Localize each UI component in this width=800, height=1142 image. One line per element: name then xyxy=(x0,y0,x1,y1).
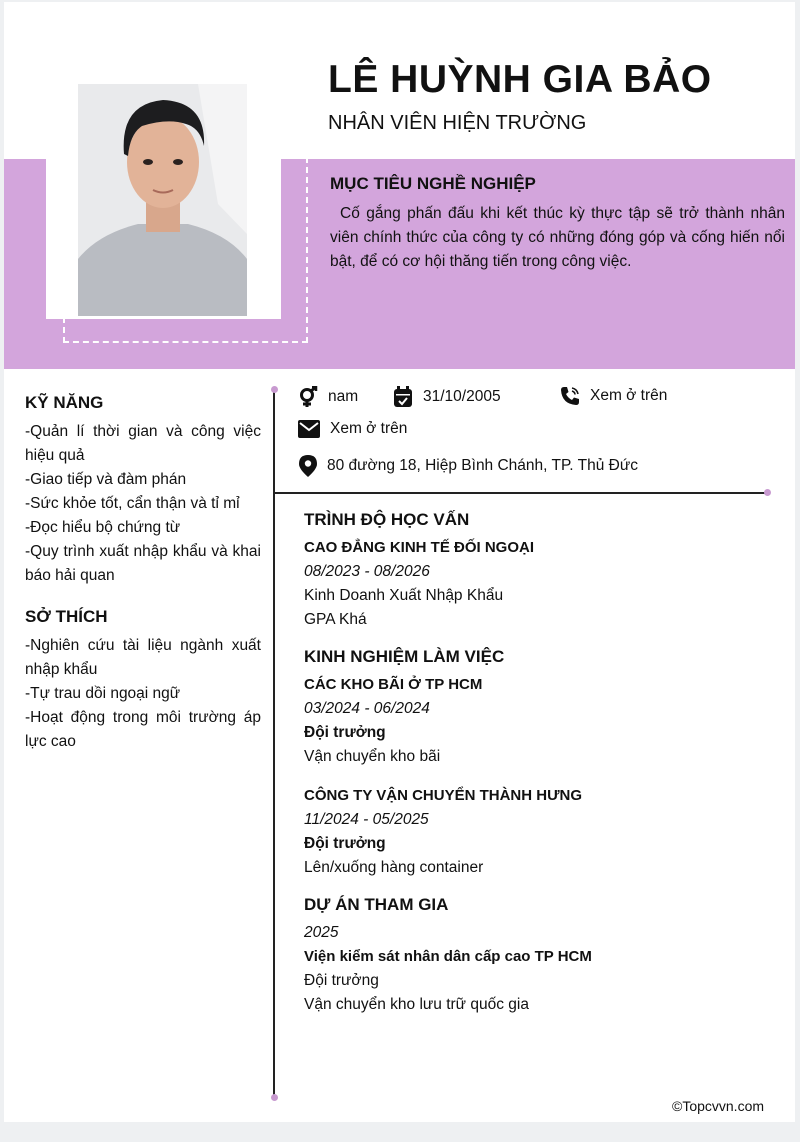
footer-credit: ©Topcvvn.com xyxy=(672,1098,765,1114)
timeline-dot-bottom xyxy=(271,1094,278,1101)
experience-title: KINH NGHIỆM LÀM VIỆC xyxy=(304,647,505,666)
job-period: 03/2024 - 06/2024 xyxy=(304,700,430,717)
list-item: -Hoạt động trong môi trường áp lực cao xyxy=(25,709,261,750)
project-description: Vận chuyển kho lưu trữ quốc gia xyxy=(304,996,529,1013)
phone-icon xyxy=(560,386,580,406)
candidate-role: NHÂN VIÊN HIỆN TRƯỜNG xyxy=(328,112,587,134)
job-position: Đội trưởng xyxy=(304,724,386,741)
job-description: Lên/xuống hàng container xyxy=(304,859,484,876)
address-value: 80 đường 18, Hiệp Bình Chánh, TP. Thủ Đức xyxy=(327,457,638,474)
job-period: 11/2024 - 05/2025 xyxy=(304,811,429,828)
contact-dob xyxy=(393,386,501,408)
list-item: -Giao tiếp và đàm phán xyxy=(25,471,187,488)
calendar-icon xyxy=(393,386,413,408)
project-name: Viện kiểm sát nhân dân cấp cao TP HCM xyxy=(304,948,592,965)
list-item: -Tự trau dồi ngoại ngữ xyxy=(25,685,181,702)
job-description: Vận chuyển kho bãi xyxy=(304,748,441,765)
job-company: CÔNG TY VẬN CHUYỂN THÀNH HƯNG xyxy=(304,787,583,804)
education-school: CAO ĐẲNG KINH TẾ ĐỐI NGOẠI xyxy=(304,539,535,556)
projects-title: DỰ ÁN THAM GIA xyxy=(304,895,449,914)
project-position: Đội trưởng xyxy=(304,972,379,989)
timeline-vertical-line xyxy=(273,390,275,1098)
email-value: Xem ở trên xyxy=(330,420,408,437)
contact-address xyxy=(299,455,638,477)
job-position: Đội trưởng xyxy=(304,835,386,852)
project-year: 2025 xyxy=(304,924,339,941)
job-company: CÁC KHO BÃI Ở TP HCM xyxy=(304,676,483,693)
hobbies-list xyxy=(25,634,261,754)
email-icon xyxy=(298,420,320,438)
candidate-name: LÊ HUỲNH GIA BẢO xyxy=(328,58,712,101)
phone-value: Xem ở trên xyxy=(590,387,668,404)
contact-gender xyxy=(298,386,358,408)
divider-dot-end xyxy=(764,489,771,496)
objective-text: Cố gắng phấn đấu khi kết thúc kỳ thực tập sẽ trở thành nhân viên chính thức của công ty có những đóng góp và cống hiến nổi bật, để có cơ hội thăng tiến trong công việc. xyxy=(330,205,785,270)
list-item: -Nghiên cứu tài liệu ngành xuất nhập khẩu xyxy=(25,637,261,678)
gender-icon xyxy=(298,386,318,408)
objective-title: MỤC TIÊU NGHỀ NGHIỆP xyxy=(330,174,536,193)
skills-list xyxy=(25,420,261,588)
cv-page xyxy=(4,2,795,1122)
location-icon xyxy=(299,455,317,477)
list-item: -Sức khỏe tốt, cẩn thận và tỉ mỉ xyxy=(25,495,240,512)
profile-photo xyxy=(78,84,247,316)
gender-value: nam xyxy=(328,388,359,405)
list-item: -Quản lí thời gian và công việc hiệu quả xyxy=(25,423,261,464)
contact-divider-line xyxy=(274,492,768,494)
dob-value: 31/10/2005 xyxy=(423,388,501,405)
education-period: 08/2023 - 08/2026 xyxy=(304,563,430,580)
list-item: -Đọc hiểu bộ chứng từ xyxy=(25,519,181,536)
contact-email xyxy=(298,420,407,438)
contact-phone xyxy=(560,386,667,406)
hobbies-title: SỞ THÍCH xyxy=(25,607,108,626)
education-title: TRÌNH ĐỘ HỌC VẤN xyxy=(304,510,470,529)
education-gpa: GPA Khá xyxy=(304,611,367,628)
timeline-dot-top xyxy=(271,386,278,393)
skills-title: KỸ NĂNG xyxy=(25,393,104,412)
education-major: Kinh Doanh Xuất Nhập Khẩu xyxy=(304,587,504,604)
list-item: -Quy trình xuất nhập khẩu và khai báo hải quan xyxy=(25,543,261,584)
